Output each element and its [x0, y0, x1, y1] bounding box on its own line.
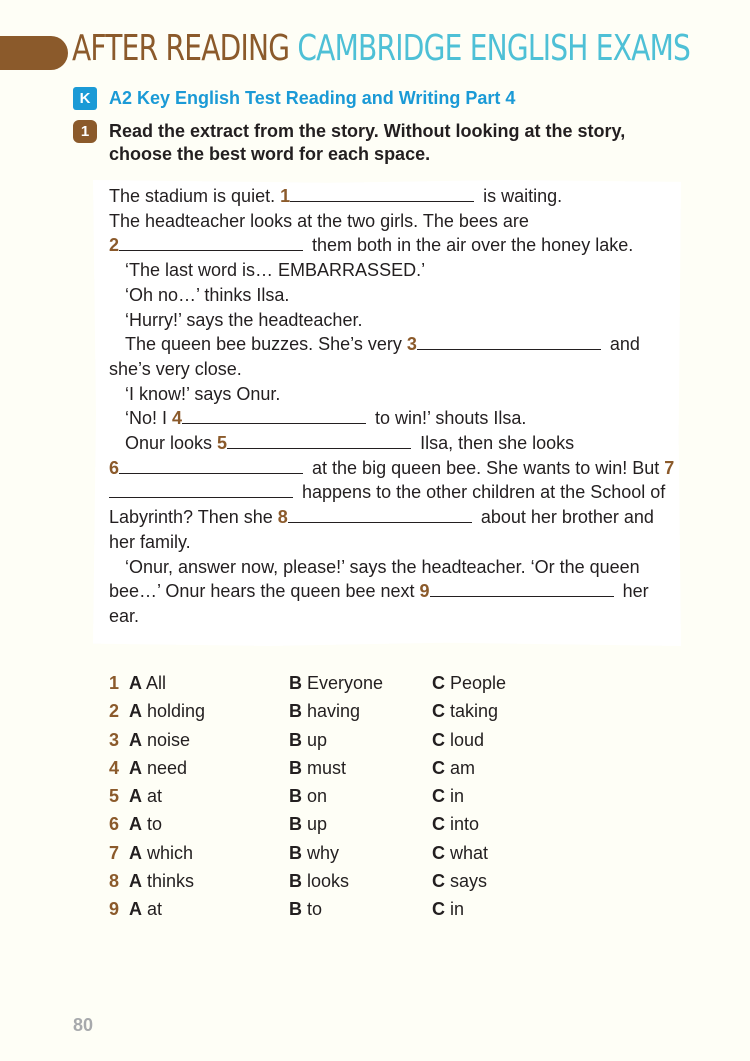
option-a: A thinks [129, 871, 195, 892]
header-after-reading: AFTER READING [72, 28, 290, 69]
question-number: 8 [109, 871, 120, 892]
option-a: A at [129, 786, 163, 807]
option-c: C People [432, 673, 507, 693]
gap-blank [288, 505, 472, 523]
question-number: 2 [109, 701, 120, 722]
option-b: B up [289, 814, 328, 835]
question-number: 6 [109, 814, 120, 835]
option-c: C in [432, 899, 465, 920]
option-row [109, 701, 629, 729]
question-number: 7 [109, 842, 120, 863]
option-a: A All [129, 673, 167, 693]
gap-number: 3 [406, 334, 417, 355]
option-a: A noise [129, 729, 191, 750]
option-row [109, 899, 629, 927]
option-a: A holding [129, 701, 206, 722]
option-row [109, 843, 629, 871]
option-c: C in [432, 786, 465, 807]
exercise-number-badge: 1 [73, 120, 97, 143]
question-number: 4 [109, 757, 120, 778]
option-row [109, 786, 629, 814]
option-b: B up [289, 729, 328, 750]
story-extract: The stadium is quiet. 1 is waiting. The headteacher looks at the two girls. The bees are 2 them both in the air over the honey lake. ‘The last word is… EMBARRASSED.’ ‘Oh no…’ thinks Ilsa. ‘Hurry!’ says the headteacher. The queen bee buzzes. She’s very 3 and she’s very close. ‘I know!’ says Onur. ‘No! I 4 to win!’ shouts Ilsa. Onur looks 5 Ilsa, then she looks 6 at the big queen bee. She wants to win! But 7 happens to the other children at the School of Labyrinth? Then she 8 about her brother and her family. ‘Onur, answer now, please!’ says the headteacher. ‘Or the queen bee…’ Onur hears the queen bee next 9 her ear. [109, 186, 675, 626]
question-number: 5 [109, 786, 120, 807]
page-number: 80 [73, 1015, 94, 1035]
option-c: C loud [432, 729, 485, 750]
gap-number: 4 [172, 408, 183, 429]
option-a: A need [129, 757, 188, 778]
option-c: C am [432, 757, 476, 778]
option-c: C what [432, 842, 489, 863]
gap-number: 1 [280, 186, 291, 206]
gap-blank [227, 431, 411, 449]
option-c: C says [432, 871, 488, 892]
gap-blank [290, 184, 474, 202]
exercise-heading [73, 120, 649, 166]
gap-blank [430, 579, 614, 597]
gap-number: 5 [217, 433, 228, 454]
option-row [109, 758, 629, 786]
gap-number: 2 [109, 235, 120, 256]
option-row [109, 730, 629, 758]
option-a: A which [129, 842, 194, 863]
answer-options [109, 673, 629, 928]
option-b: B Everyone [289, 673, 384, 693]
task-title: A2 Key English Test Reading and Writing Part 4 [109, 88, 516, 108]
task-heading [73, 87, 515, 110]
question-number: 3 [109, 729, 120, 750]
gap-blank [119, 233, 303, 251]
exercise-instruction: Read the extract from the story. Without looking at the story, choose the best word for each space. [109, 121, 626, 164]
gap-blank [417, 332, 601, 350]
option-a: A at [129, 899, 163, 920]
gap-blank [119, 456, 303, 474]
option-c: C into [432, 814, 480, 835]
option-row [109, 814, 629, 842]
gap-blank [182, 406, 366, 424]
gap-number: 9 [419, 581, 430, 602]
question-number: 9 [109, 899, 120, 920]
gap-number: 7 [664, 457, 675, 478]
gap-blank [109, 480, 293, 498]
option-row [109, 871, 629, 899]
header-cambridge-exams: CAMBRIDGE ENGLISH EXAMS [297, 28, 691, 69]
question-number: 1 [109, 673, 120, 693]
gap-number: 6 [109, 457, 120, 478]
option-row [109, 673, 629, 701]
section-header [72, 28, 690, 69]
option-b: B having [289, 701, 361, 722]
option-b: B must [289, 757, 347, 778]
option-b: B to [289, 899, 323, 920]
option-a: A to [129, 814, 163, 835]
option-b: B why [289, 842, 340, 863]
option-c: C taking [432, 701, 499, 722]
option-b: B looks [289, 871, 350, 892]
option-b: B on [289, 786, 328, 807]
header-accent-bar [0, 36, 68, 70]
key-badge-icon: K [73, 87, 97, 110]
gap-number: 8 [277, 507, 288, 528]
